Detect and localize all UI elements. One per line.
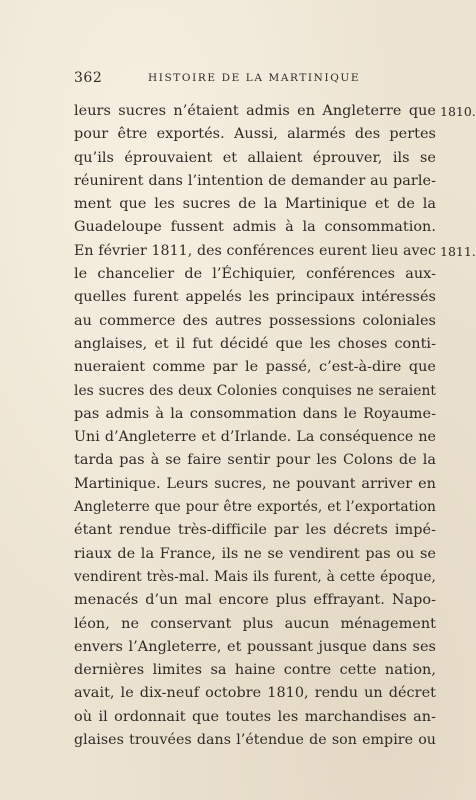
text-line: vendirent très-mal. Mais ils furent, à cette époque,: [74, 568, 436, 585]
text-line: En février 1811, des conférences eurent lieu avec: [74, 242, 436, 259]
text-line: où il ordonnait que toutes les marchandises an-: [74, 708, 436, 725]
text-line: léon, ne conservant plus aucun ménagement: [74, 615, 436, 632]
text-line: dernières limites sa haine contre cette nation,: [74, 662, 436, 679]
margin-note-year: 1811.: [440, 244, 476, 259]
text-line: au commerce des autres possessions coloniales: [74, 312, 436, 329]
text-line: quelles furent appelés les principaux intéressés: [74, 289, 436, 306]
text-line: pas admis à la consommation dans le Royaume-: [74, 405, 436, 422]
running-head: HISTOIRE DE LA MARTINIQUE: [148, 72, 361, 84]
text-line: les sucres des deux Colonies conquises ne seraient: [74, 382, 436, 399]
text-line: anglaises, et il fut décidé que les choses conti-: [74, 335, 436, 352]
text-line: pour être exportés. Aussi, alarmés des pertes: [74, 126, 436, 143]
text-line: tarda pas à se faire sentir pour les Colons de la: [74, 452, 436, 469]
text-line: glaises trouvées dans l’étendue de son empire ou: [74, 732, 436, 749]
text-line: avait, le dix-neuf octobre 1810, rendu un décret: [74, 685, 436, 702]
page-number: 362: [74, 70, 103, 86]
text-line: Angleterre que pour être exportés, et l’exportation: [74, 499, 436, 516]
text-line: envers l’Angleterre, et poussant jusque dans ses: [74, 638, 436, 655]
text-line: étant rendue très-difficile par les décrets impé-: [74, 522, 436, 539]
text-line: leurs sucres n’étaient admis en Angleterre que: [74, 103, 436, 119]
text-line: Uni d’Angleterre et d’Irlande. La conséquence ne: [74, 429, 436, 446]
text-line: nueraient comme par le passé, c’est-à-dire que: [74, 359, 436, 376]
text-line: riaux de la France, ils ne se vendirent pas ou se: [74, 545, 436, 562]
text-line: réunirent dans l’intention de demander au parle-: [74, 172, 436, 189]
text-line: le chancelier de l’Échiquier, conférences aux-: [74, 266, 436, 283]
text-line: Guadeloupe fussent admis à la consommation.: [74, 219, 436, 236]
text-line: menacés d’un mal encore plus effrayant. Napo-: [74, 592, 436, 609]
text-line: Martinique. Leurs sucres, ne pouvant arriver en: [74, 475, 436, 492]
page-header: [74, 70, 434, 88]
text-line: qu’ils éprouvaient et allaient éprouver, ils se: [74, 149, 436, 166]
margin-note-year: 1810.: [440, 104, 476, 119]
text-line: ment que les sucres de la Martinique et de la: [74, 196, 436, 213]
body-text: [74, 100, 436, 752]
